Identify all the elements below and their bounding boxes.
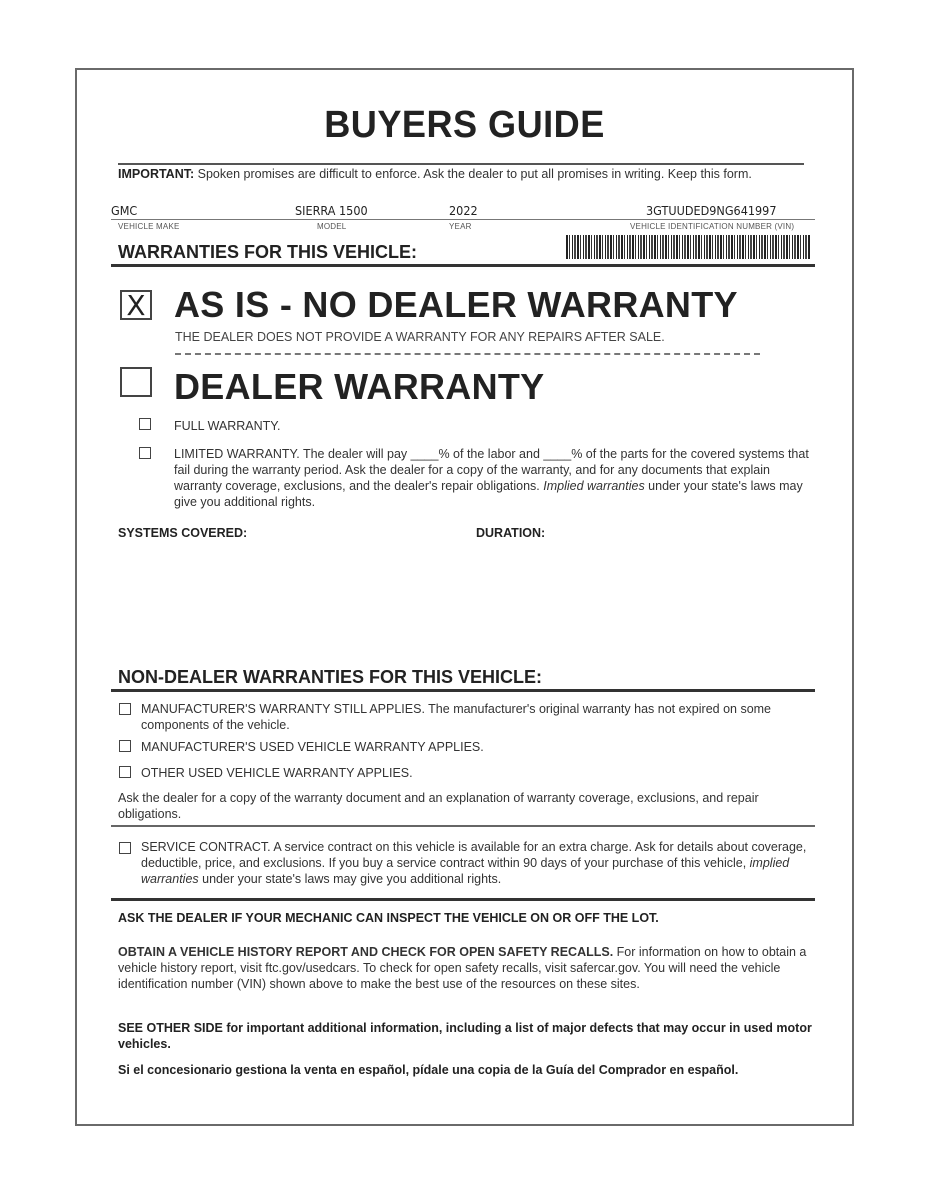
limited-warranty-p1: LIMITED WARRANTY. The dealer will pay ____% of the labor and ____% of the parts for the covered systems that fail during the warranty period. Ask the dealer for a copy of the warranty, and for any documents that explain warranty coverage, exclusions, and the dealer's repair obligations. [174,447,809,493]
vin-label: VEHICLE IDENTIFICATION NUMBER (VIN) [630,222,795,231]
implied-warranties-italic: implied warranties [141,856,790,886]
manufacturer-used-warranty-checkbox[interactable] [119,740,131,752]
thick-divider [111,689,815,692]
implied-warranties-italic: Implied warranties [543,479,645,493]
buyers-guide-form [75,68,854,1126]
limited-warranty-text [174,446,814,510]
service-contract-p2: under your state's laws may give you additional rights. [198,872,502,886]
vehicle-year-label: YEAR [449,222,472,231]
limited-warranty-checkbox[interactable] [139,447,151,459]
vehicle-make-label: VEHICLE MAKE [118,222,180,231]
dealer-warranty-checkbox[interactable] [120,367,152,397]
limited-warranty-p2: under your state's laws may give you additional rights. [174,479,803,509]
history-report-heading: OBTAIN A VEHICLE HISTORY REPORT AND CHECK FOR OPEN SAFETY RECALLS. [118,945,614,959]
vehicle-model-label: MODEL [317,222,347,231]
vin-barcode [566,235,810,259]
x-mark-icon: X [126,289,146,322]
divider [118,163,804,165]
warranties-heading: WARRANTIES FOR THIS VEHICLE: [118,242,418,262]
important-notice [118,167,752,181]
other-used-warranty-label: OTHER USED VEHICLE WARRANTY APPLIES. [141,766,413,780]
history-report-text [118,944,808,992]
manufacturer-warranty-checkbox[interactable] [119,703,131,715]
vehicle-row-line [111,219,815,220]
important-text: Spoken promises are difficult to enforce. Ask the dealer to put all promises in writing. Keep this form. [197,167,752,181]
service-contract-text [141,839,811,887]
divider [111,825,815,827]
non-dealer-heading: NON-DEALER WARRANTIES FOR THIS VEHICLE: [118,667,543,687]
service-contract-checkbox[interactable] [119,842,131,854]
service-contract-p1: SERVICE CONTRACT. A service contract on this vehicle is available for an extra charge. Ask for details about coverage, deductible, price, and exclusions. If you buy a service contract within 90 days of your purchase of this vehicle, [141,840,807,870]
warranty-copy-note: Ask the dealer for a copy of the warranty document and an explanation of warranty coverage, exclusions, and repair obligations. [118,791,759,821]
vin-value: 3GTUUDED9NG641997 [646,203,777,218]
vehicle-year-value: 2022 [449,203,478,218]
dashed-separator [175,353,760,355]
vehicle-make-value: GMC [111,203,138,218]
important-label: IMPORTANT: [118,167,195,181]
history-report-body: For information on how to obtain a vehicle history report, visit ftc.gov/usedcars. To check for open safety recalls, visit safercar.gov. You will need the vehicle identification number (VIN) shown above to make the best use of the resources on these sites. [118,945,807,991]
full-warranty-label: FULL WARRANTY. [174,419,281,433]
duration-label: DURATION: [476,526,546,540]
vehicle-model-value: SIERRA 1500 [295,203,368,218]
thick-divider [111,898,815,901]
other-used-warranty-checkbox[interactable] [119,766,131,778]
as-is-checkbox[interactable] [120,290,152,320]
manufacturer-used-warranty-label: MANUFACTURER'S USED VEHICLE WARRANTY APPLIES. [141,740,484,754]
systems-covered-label: SYSTEMS COVERED: [118,526,248,540]
spanish-notice: Si el concesionario gestiona la venta en español, pídale una copia de la Guía del Comprador en español. [118,1063,739,1077]
see-other-side: SEE OTHER SIDE for important additional information, including a list of major defects that may occur in used motor vehicles. [118,1021,812,1051]
as-is-subtext: THE DEALER DOES NOT PROVIDE A WARRANTY FOR ANY REPAIRS AFTER SALE. [175,330,665,344]
full-warranty-checkbox[interactable] [139,418,151,430]
manufacturer-warranty-label: MANUFACTURER'S WARRANTY STILL APPLIES. The manufacturer's original warranty has not expired on some components of the vehicle. [141,702,772,732]
thick-divider [111,264,815,267]
page-title: BUYERS GUIDE [324,104,605,146]
dealer-warranty-heading: DEALER WARRANTY [174,366,545,407]
inspect-notice: ASK THE DEALER IF YOUR MECHANIC CAN INSPECT THE VEHICLE ON OR OFF THE LOT. [118,911,659,925]
as-is-heading: AS IS - NO DEALER WARRANTY [174,284,738,325]
